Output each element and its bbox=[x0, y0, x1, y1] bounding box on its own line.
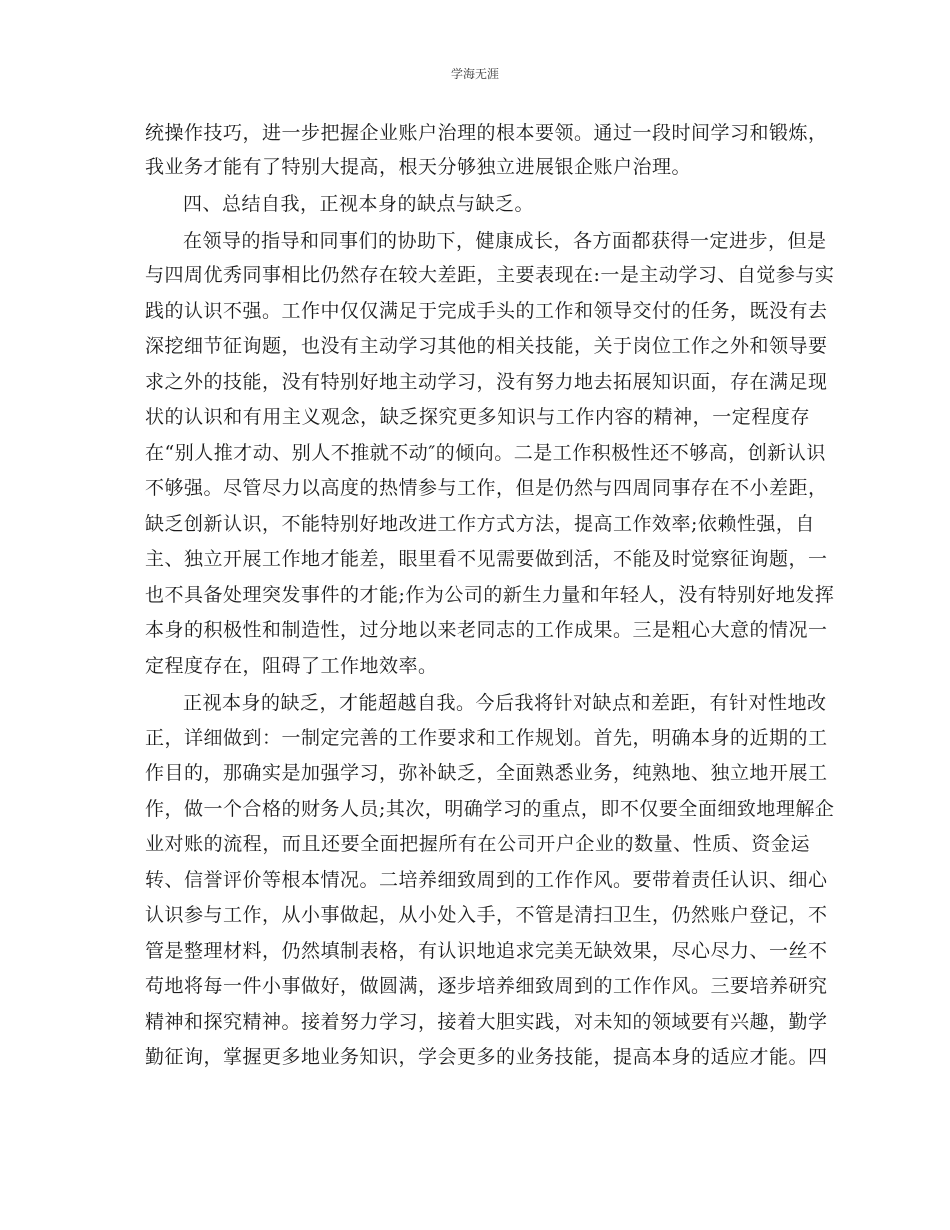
text-line: 践的认识不强。工作中仅仅满足于完成手头的工作和领导交付的任务，既没有去 bbox=[145, 300, 828, 322]
text-line: 作目的，那确实是加强学习，弥补缺乏，全面熟悉业务，纯熟地、独立地开展工 bbox=[145, 762, 828, 784]
text-line: 不够强。尽管尽力以高度的热情参与工作，但是仍然与四周同事存在不小差距， bbox=[145, 477, 828, 499]
text-line: 主、独立开展工作地才能差，眼里看不见需要做到活，不能及时觉察征询题，一 bbox=[145, 548, 828, 570]
text-line: 与四周优秀同事相比仍然存在较大差距，主要表现在:一是主动学习、自觉参与实 bbox=[145, 264, 835, 286]
section-heading: 四、总结自我，正视本身的缺点与缺乏。 bbox=[183, 193, 535, 215]
text-line: 正视本身的缺乏，才能超越自我。今后我将针对缺点和差距，有针对性地改 bbox=[183, 692, 827, 714]
text-line: 深挖细节征询题，也没有主动学习其他的相关技能，关于岗位工作之外和领导要 bbox=[145, 335, 828, 357]
text-line: 在领导的指导和同事们的协助下，健康成长，各方面都获得一定进步，但是 bbox=[183, 230, 827, 252]
text-line: 管是整理材料，仍然填制表格，有认识地追求完美无缺效果，尽心尽力、一丝不 bbox=[145, 940, 828, 962]
text-line: 转、信誉评价等根本情况。二培养细致周到的工作作风。要带着责任认识、细心 bbox=[145, 869, 828, 891]
text-line: 在“别人推才动、别人不推就不动″的倾向。二是工作积极性还不够高，创新认识 bbox=[145, 442, 826, 464]
text-line: 作，做一个合格的财务人员;其次，明确学习的重点，即不仅要全面细致地理解企 bbox=[145, 798, 835, 820]
text-line: 求之外的技能，没有特别好地主动学习，没有努力地去拓展知识面，存在满足现 bbox=[145, 371, 828, 393]
text-line: 本身的积极性和制造性，过分地以来老同志的工作成果。三是粗心大意的情况一 bbox=[145, 619, 828, 641]
page-header: 学海无涯 bbox=[450, 67, 499, 81]
text-line: 状的认识和有用主义观念，缺乏探究更多知识与工作内容的精神，一定程度存 bbox=[145, 406, 810, 428]
text-line: 我业务才能有了特别大提高，根天分够独立进展银企账户治理。 bbox=[145, 156, 692, 178]
text-line: 定程度存在，阻碍了工作地效率。 bbox=[145, 655, 438, 677]
text-line: 认识参与工作，从小事做起，从小处入手，不管是清扫卫生，仍然账户登记，不 bbox=[145, 904, 828, 926]
text-line: 勤征询，掌握更多地业务知识，学会更多的业务技能，提高本身的适应才能。四 bbox=[145, 1046, 828, 1068]
text-line: 业对账的流程，而且还要全面把握所有在公司开户企业的数量、性质、资金运 bbox=[145, 833, 810, 855]
text-line: 缺乏创新认识，不能特别好地改进工作方式方法，提高工作效率;依赖性强，自 bbox=[145, 513, 815, 535]
text-line: 也不具备处理突发事件的才能;作为公司的新生力量和年轻人，没有特别好地发挥 bbox=[145, 584, 835, 606]
text-line: 苟地将每一件小事做好，做圆满，逐步培养细致周到的工作作风。三要培养研究 bbox=[145, 975, 828, 997]
text-line: 正，详细做到：一制定完善的工作要求和工作规划。首先，明确本身的近期的工 bbox=[145, 727, 828, 749]
text-line: 统操作技巧，进一步把握企业账户治理的根本要领。通过一段时间学习和锻炼， bbox=[145, 122, 828, 144]
text-line: 精神和探究精神。接着努力学习，接着大胆实践，对未知的领域要有兴趣，勤学 bbox=[145, 1011, 828, 1033]
